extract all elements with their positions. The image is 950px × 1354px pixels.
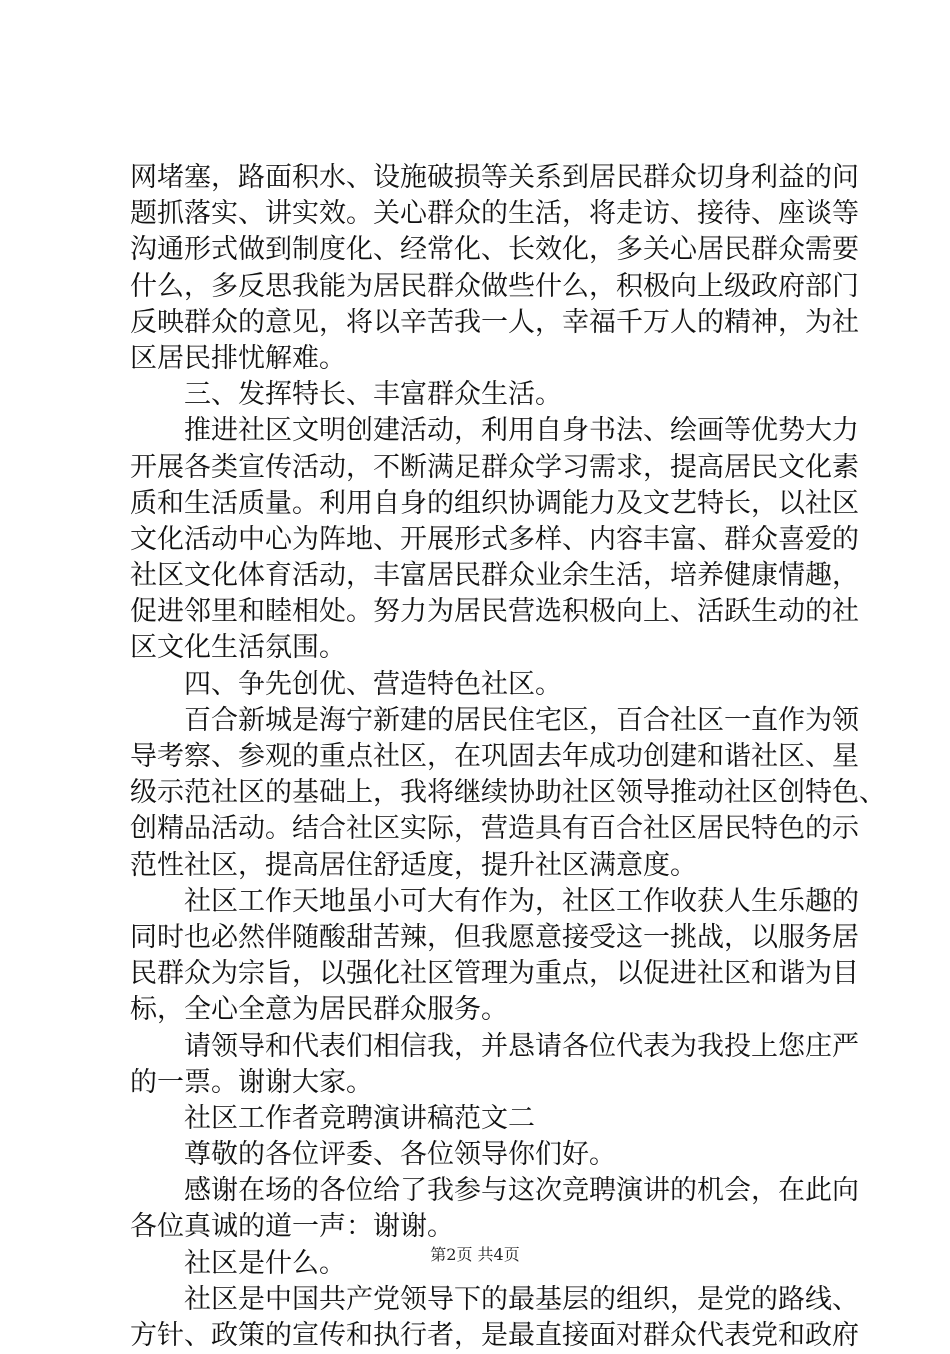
text-line: 社区文化体育活动，丰富居民群众业余生活，培养健康情趣， <box>130 560 859 592</box>
text-line: 三、发挥特长、丰富群众生活。 <box>184 379 562 411</box>
text-line: 民群众为宗旨，以强化社区管理为重点，以促进社区和谐为目 <box>130 958 859 990</box>
text-line: 标，全心全意为居民群众服务。 <box>130 994 508 1026</box>
text-line: 推进社区文明创建活动，利用自身书法、绘画等优势大力 <box>184 415 859 447</box>
paragraph <box>130 1173 859 1245</box>
text-line: 区文化生活氛围。 <box>130 632 346 664</box>
text-line: 范性社区，提高居住舒适度，提升社区满意度。 <box>130 849 697 881</box>
paragraph <box>130 667 830 703</box>
document-body <box>130 160 886 1354</box>
text-line: 什么，多反思我能为居民群众做些什么，积极向上级政府部门 <box>130 270 859 302</box>
paragraph <box>130 377 830 413</box>
paragraph <box>130 413 859 666</box>
paragraph <box>130 703 886 884</box>
text-line: 区居民排忧解难。 <box>130 342 346 374</box>
text-line: 社区是中国共产党领导下的最基层的组织，是党的路线、 <box>184 1283 859 1315</box>
page-footer: 第2页 共4页 <box>430 1245 520 1264</box>
text-line: 社区是什么。 <box>184 1247 346 1279</box>
text-line: 请领导和代表们相信我，并恳请各位代表为我投上您庄严 <box>184 1030 859 1062</box>
text-line: 尊敬的各位评委、各位领导你们好。 <box>184 1139 616 1171</box>
paragraph <box>130 884 859 1029</box>
text-line: 题抓落实、讲实效。关心群众的生活，将走访、接待、座谈等 <box>130 198 859 230</box>
text-line: 文化活动中心为阵地、开展形式多样、内容丰富、群众喜爱的 <box>130 523 859 555</box>
text-line: 网堵塞，路面积水、设施破损等关系到居民群众切身利益的问 <box>130 162 859 193</box>
text-line: 级示范社区的基础上，我将继续协助社区领导推动社区创特色、 <box>130 777 886 809</box>
text-line: 质和生活质量。利用自身的组织协调能力及文艺特长，以社区 <box>130 487 859 519</box>
text-line: 导考察、参观的重点社区，在巩固去年成功创建和谐社区、星 <box>130 741 859 772</box>
paragraph <box>130 1029 859 1101</box>
text-line: 感谢在场的各位给了我参与这次竞聘演讲的机会，在此向 <box>184 1175 859 1207</box>
paragraph <box>130 1137 830 1173</box>
text-line: 开展各类宣传活动，不断满足群众学习需求，提高居民文化素 <box>130 451 859 483</box>
text-line: 社区工作天地虽小可大有作为，社区工作收获人生乐趣的 <box>184 885 859 917</box>
text-line: 同时也必然伴随酸甜苦辣，但我愿意接受这一挑战，以服务居 <box>130 921 859 953</box>
text-line: 的一票。谢谢大家。 <box>130 1066 373 1098</box>
text-line: 社区工作者竞聘演讲稿范文二 <box>184 1102 535 1134</box>
text-line: 反映群众的意见，将以辛苦我一人，幸福千万人的精神，为社 <box>130 306 859 338</box>
paragraph <box>130 160 859 377</box>
text-line: 百合新城是海宁新建的居民住宅区，百合社区一直作为领 <box>184 704 859 736</box>
text-line: 方针、政策的宣传和执行者，是最直接面对群众代表党和政府 <box>130 1320 859 1351</box>
text-line: 创精品活动。结合社区实际，营造具有百合社区居民特色的示 <box>130 813 859 845</box>
paragraph <box>130 1101 830 1137</box>
text-line: 促进邻里和睦相处。努力为居民营选积极向上、活跃生动的社 <box>130 596 859 628</box>
text-line: 沟通形式做到制度化、经常化、长效化，多关心居民群众需要 <box>130 234 859 266</box>
text-line: 四、争先创优、营造特色社区。 <box>184 668 562 700</box>
text-line: 各位真诚的道一声：谢谢。 <box>130 1211 454 1243</box>
paragraph <box>130 1282 859 1354</box>
